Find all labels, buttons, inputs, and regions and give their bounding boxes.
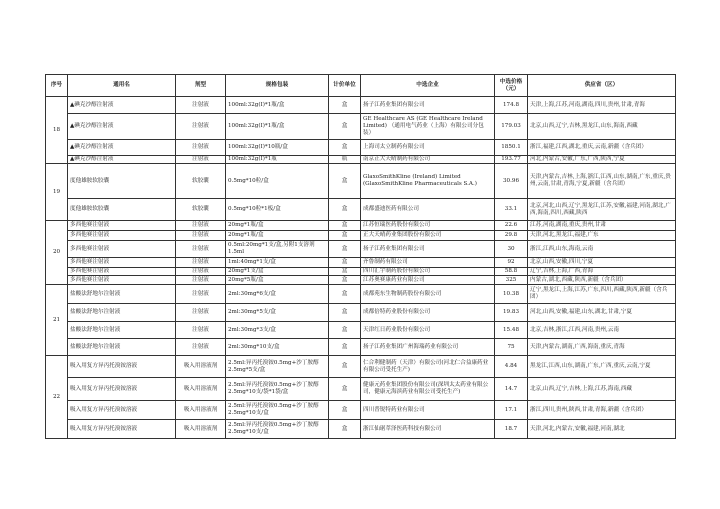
cell-generic-name: 多西他赛注射液	[68, 231, 176, 241]
cell-unit: 盒	[329, 164, 361, 199]
header-provinces: 供应省（区）	[528, 75, 676, 97]
cell-spec: 100ml:32g(I)*10瓶/盒	[226, 140, 329, 156]
cell-spec: 2.5ml:异丙托溴铵0.5mg+沙丁胺醇2.5mg*10支/盒	[226, 420, 329, 439]
cell-dosage-form: 注射液	[176, 114, 226, 140]
cell-price: 1850.1	[495, 140, 528, 156]
table-row	[46, 114, 676, 140]
cell-spec: 20mg*5瓶/盒	[226, 276, 329, 285]
table-row	[46, 276, 676, 285]
cell-unit: 盒	[329, 276, 361, 285]
cell-spec: 2.5ml:异丙托溴铵0.5mg+沙丁胺醇2.5mg*10支/盒	[226, 401, 329, 420]
cell-company: 扬子江药业集团广州海瑞药业有限公司	[361, 339, 495, 356]
table-row	[46, 401, 676, 420]
cell-generic-name: 度他雄胺软胶囊	[68, 164, 176, 199]
cell-price: 58.8	[495, 268, 528, 276]
cell-price: 29.8	[495, 231, 528, 241]
cell-price: 174.8	[495, 97, 528, 114]
cell-price: 30.96	[495, 164, 528, 199]
cell-price: 179.03	[495, 114, 528, 140]
table-row	[46, 268, 676, 276]
cell-company: 四川普锐特药业有限公司	[361, 401, 495, 420]
cell-price: 18.7	[495, 420, 528, 439]
cell-company: 健康元药业集团股份有限公司(深圳太太药业有限公司，健康元海滨药业有限公司受托生产)	[361, 378, 495, 401]
cell-company: 天津红日药业股份有限公司	[361, 322, 495, 339]
table-header-row	[46, 75, 676, 97]
cell-provinces: 辽宁,吉林,上海,广西,青海	[528, 268, 676, 276]
table-body	[46, 97, 676, 439]
cell-generic-name: 度他雄胺软胶囊	[68, 199, 176, 221]
cell-provinces: 河北,山西,安徽,福建,山东,湖北,甘肃,宁夏	[528, 304, 676, 322]
cell-company: 成都苑东生物制药股份有限公司	[361, 285, 495, 304]
cell-spec: 2.5ml:异丙托溴铵0.5mg+沙丁胺醇2.5mg*10支/袋*1袋/盒	[226, 378, 329, 401]
header-dosage-form: 剂型	[176, 75, 226, 97]
header-no: 序号	[46, 75, 68, 97]
cell-generic-name: ▲碘克沙醇注射液	[68, 140, 176, 156]
header-spec: 规格包装	[226, 75, 329, 97]
header-price: 中选价格（元）	[495, 75, 528, 97]
cell-spec: 0.5mg*10粒/盒	[226, 164, 329, 199]
cell-price: 92	[495, 258, 528, 268]
cell-provinces: 浙江,江西,山东,海南,云南	[528, 241, 676, 258]
cell-dosage-form: 注射液	[176, 304, 226, 322]
cell-dosage-form: 注射液	[176, 276, 226, 285]
cell-dosage-form: 注射液	[176, 97, 226, 114]
cell-dosage-form: 注射液	[176, 322, 226, 339]
cell-company: 正大天晴药业集团股份有限公司	[361, 231, 495, 241]
row-group-number: 20	[46, 221, 68, 285]
cell-price: 75	[495, 339, 528, 356]
cell-spec: 2ml:30mg*5支/盒	[226, 304, 329, 322]
table-row	[46, 231, 676, 241]
cell-spec: 2ml:30mg*10支/盒	[226, 339, 329, 356]
table-row	[46, 420, 676, 439]
cell-price: 193.77	[495, 156, 528, 164]
cell-dosage-form: 软胶囊	[176, 199, 226, 221]
cell-spec: 100ml:32g(I)*1瓶/盒	[226, 97, 329, 114]
cell-generic-name: ▲碘克沙醇注射液	[68, 156, 176, 164]
cell-company: 扬子江药业集团有限公司	[361, 97, 495, 114]
cell-price: 10.38	[495, 285, 528, 304]
cell-dosage-form: 注射液	[176, 339, 226, 356]
cell-spec: 2.5ml:异丙托溴铵0.5mg+沙丁胺醇2.5mg*5支/盒	[226, 356, 329, 378]
table-row	[46, 322, 676, 339]
cell-price: 17.1	[495, 401, 528, 420]
cell-generic-name: 吸入用复方异丙托溴铵溶液	[68, 420, 176, 439]
cell-company: 齐鲁制药有限公司	[361, 258, 495, 268]
table-row	[46, 339, 676, 356]
table-row	[46, 285, 676, 304]
table-row	[46, 140, 676, 156]
cell-dosage-form: 软胶囊	[176, 164, 226, 199]
cell-spec: 20mg*1瓶/盒	[226, 221, 329, 231]
cell-dosage-form: 注射液	[176, 231, 226, 241]
cell-dosage-form: 注射液	[176, 241, 226, 258]
cell-dosage-form: 注射液	[176, 258, 226, 268]
cell-dosage-form: 注射液	[176, 156, 226, 164]
cell-generic-name: ▲碘克沙醇注射液	[68, 97, 176, 114]
cell-unit: 盒	[329, 285, 361, 304]
cell-generic-name: 吸入用复方异丙托溴铵溶液	[68, 401, 176, 420]
cell-provinces: 北京,河北,山西,辽宁,黑龙江,江苏,安徽,福建,河南,湖北,广西,海南,四川,西藏,陕西	[528, 199, 676, 221]
cell-price: 30	[495, 241, 528, 258]
cell-price: 14.7	[495, 378, 528, 401]
cell-company: 成都倍特药业股份有限公司	[361, 304, 495, 322]
cell-generic-name: 多西他赛注射液	[68, 258, 176, 268]
row-group-number: 19	[46, 164, 68, 221]
cell-provinces: 天津,河北,内蒙古,安徽,福建,河南,湖北	[528, 420, 676, 439]
cell-provinces: 浙江,四川,贵州,陕西,甘肃,青海,新疆（含兵团）	[528, 401, 676, 420]
cell-company: 成都盛迪医药有限公司	[361, 199, 495, 221]
cell-dosage-form: 吸入用溶液剂	[176, 378, 226, 401]
cell-provinces: 浙江,福建,江西,湖北,重庆,云南,新疆（含兵团）	[528, 140, 676, 156]
cell-dosage-form: 注射液	[176, 221, 226, 231]
cell-price: 4.84	[495, 356, 528, 378]
cell-spec: 20mg*1瓶/盒	[226, 231, 329, 241]
cell-unit: 盒	[329, 356, 361, 378]
cell-spec: 0.5ml:20mg*1支/盒,另附1支溶剂1.5ml	[226, 241, 329, 258]
cell-provinces: 天津,河北,黑龙江,福建,广东	[528, 231, 676, 241]
cell-unit: 盒	[329, 322, 361, 339]
row-group-number: 21	[46, 285, 68, 356]
cell-company: 浙江仙琚萃泽医药科技有限公司	[361, 420, 495, 439]
cell-generic-name: 盐酸法舒地尔注射液	[68, 285, 176, 304]
cell-provinces: 北京,山西,辽宁,吉林,黑龙江,山东,海南,西藏	[528, 114, 676, 140]
cell-dosage-form: 注射液	[176, 268, 226, 276]
cell-price: 33.1	[495, 199, 528, 221]
cell-price: 19.83	[495, 304, 528, 322]
cell-generic-name: 吸入用复方异丙托溴铵溶液	[68, 378, 176, 401]
cell-company: 上海司太立制药有限公司	[361, 140, 495, 156]
table-row	[46, 164, 676, 199]
cell-price: 15.48	[495, 322, 528, 339]
cell-unit: 盒	[329, 114, 361, 140]
table-row	[46, 356, 676, 378]
cell-unit: 盒	[329, 268, 361, 276]
table-row	[46, 378, 676, 401]
cell-provinces: 辽宁,黑龙江,上海,江苏,广东,四川,西藏,陕西,新疆（含兵团）	[528, 285, 676, 304]
cell-provinces: 天津,内蒙古,湖南,广西,海南,重庆,青海	[528, 339, 676, 356]
cell-generic-name: 吸入用复方异丙托溴铵溶液	[68, 356, 176, 378]
table-row	[46, 258, 676, 268]
row-group-number: 18	[46, 97, 68, 164]
cell-spec: 1ml:40mg*1支/盒	[226, 258, 329, 268]
header-unit: 计价单位	[329, 75, 361, 97]
cell-dosage-form: 吸入用溶液剂	[176, 420, 226, 439]
cell-dosage-form: 吸入用溶液剂	[176, 401, 226, 420]
cell-provinces: 北京,山西,辽宁,吉林,上海,江苏,海南,西藏	[528, 378, 676, 401]
header-generic-name: 通用名	[68, 75, 176, 97]
cell-spec: 0.5mg*10粒*1板/盒	[226, 199, 329, 221]
cell-unit: 盒	[329, 241, 361, 258]
cell-provinces: 黑龙江,江西,山东,湖南,广东,广西,重庆,云南,宁夏	[528, 356, 676, 378]
cell-company: 南京正大天晴制药有限公司	[361, 156, 495, 164]
cell-provinces: 天津,上海,江苏,河南,湖南,四川,贵州,甘肃,青海	[528, 97, 676, 114]
table-row	[46, 221, 676, 231]
cell-unit: 盒	[329, 401, 361, 420]
cell-company: 扬子江药业集团有限公司	[361, 241, 495, 258]
cell-unit: 盒	[329, 258, 361, 268]
cell-generic-name: ▲碘克沙醇注射液	[68, 114, 176, 140]
cell-generic-name: 盐酸法舒地尔注射液	[68, 322, 176, 339]
cell-generic-name: 多西他赛注射液	[68, 241, 176, 258]
cell-company: 江苏奥赛康药业有限公司	[361, 276, 495, 285]
cell-company: GlaxoSmithKline (Ireland) Limited (GlaxoSmithKline Pharmaceuticals S.A.)	[361, 164, 495, 199]
cell-dosage-form: 吸入用溶液剂	[176, 356, 226, 378]
cell-spec: 100ml:32g(I)*1瓶	[226, 156, 329, 164]
cell-generic-name: 多西他赛注射液	[68, 276, 176, 285]
cell-provinces: 天津,内蒙古,吉林,上海,浙江,江西,山东,湖南,广东,重庆,贵州,云南,甘肃,青海,宁夏,新疆（含兵团）	[528, 164, 676, 199]
cell-unit: 盒	[329, 231, 361, 241]
cell-generic-name: 盐酸法舒地尔注射液	[68, 339, 176, 356]
cell-unit: 盒	[329, 339, 361, 356]
cell-unit: 盒	[329, 97, 361, 114]
cell-unit: 瓶	[329, 156, 361, 164]
table-row	[46, 97, 676, 114]
cell-spec: 2ml:30mg*6支/盒	[226, 285, 329, 304]
cell-company: 四川汇宇制药股份有限公司	[361, 268, 495, 276]
cell-unit: 盒	[329, 199, 361, 221]
cell-unit: 盒	[329, 304, 361, 322]
cell-spec: 20mg*1支/盒	[226, 268, 329, 276]
cell-dosage-form: 注射液	[176, 285, 226, 304]
cell-spec: 100ml:32g(I)*1瓶/盒	[226, 114, 329, 140]
cell-company: 江苏恒瑞医药股份有限公司	[361, 221, 495, 231]
cell-provinces: 江苏,河南,湖南,重庆,贵州,甘肃	[528, 221, 676, 231]
cell-generic-name: 多西他赛注射液	[68, 221, 176, 231]
table-row	[46, 241, 676, 258]
cell-generic-name: 盐酸法舒地尔注射液	[68, 304, 176, 322]
procurement-table	[45, 74, 676, 439]
cell-provinces: 河北,内蒙古,安徽,广东,广西,陕西,宁夏	[528, 156, 676, 164]
cell-provinces: 内蒙古,湖北,西藏,陕西,新疆（含兵团）	[528, 276, 676, 285]
cell-price: 325	[495, 276, 528, 285]
cell-unit: 盒	[329, 140, 361, 156]
cell-price: 22.6	[495, 221, 528, 231]
cell-company: GE Healthcare AS (GE Healthcare Ireland Limited) （通用电气药业（上海）有限公司分包装）	[361, 114, 495, 140]
cell-provinces: 北京,山西,安徽,四川,宁夏	[528, 258, 676, 268]
cell-generic-name: 多西他赛注射液	[68, 268, 176, 276]
cell-unit: 盒	[329, 221, 361, 231]
row-group-number: 22	[46, 356, 68, 439]
cell-company: 仁合利健制药（天津）有限公司(河北仁合益康药业有限公司受托生产)	[361, 356, 495, 378]
table-row	[46, 199, 676, 221]
cell-unit: 盒	[329, 378, 361, 401]
cell-provinces: 北京,吉林,浙江,江西,河南,贵州,云南	[528, 322, 676, 339]
cell-unit: 盒	[329, 420, 361, 439]
table-row	[46, 304, 676, 322]
table-row	[46, 156, 676, 164]
header-company: 中选企业	[361, 75, 495, 97]
cell-dosage-form: 注射液	[176, 140, 226, 156]
cell-spec: 2ml:30mg*3支/盒	[226, 322, 329, 339]
